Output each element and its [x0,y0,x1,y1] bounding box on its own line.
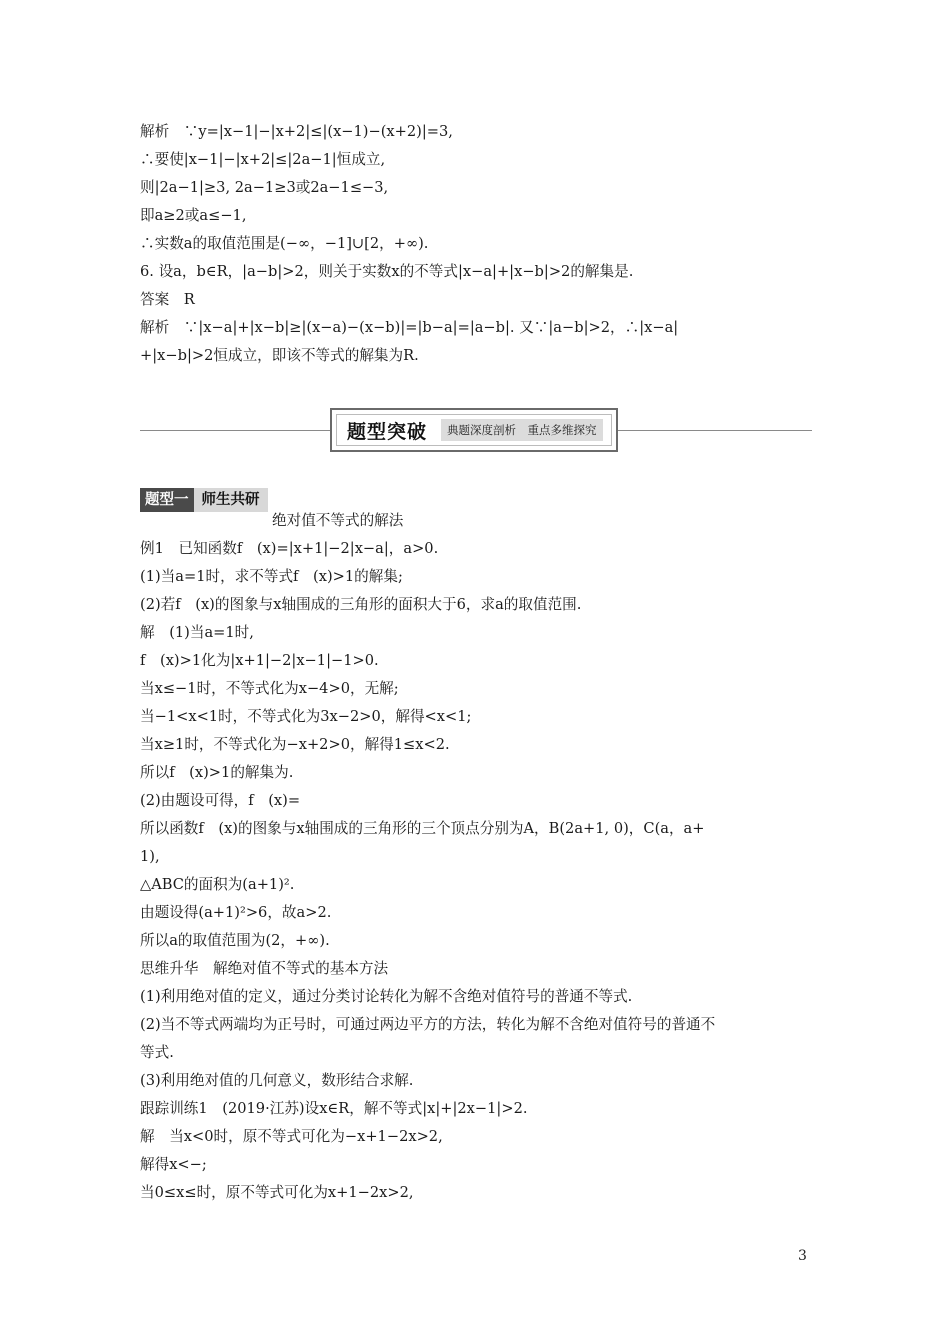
text-line: 则|2a−1|≥3, 2a−1≥3或2a−1≤−3, [140,179,389,196]
banner-title: 题型突破 [347,420,428,443]
text-line: 当x≤−1时，不等式化为x−4>0，无解; [140,680,399,697]
type-label: 题型一 [140,488,194,512]
text-line: 所以函数f (x)的图象与x轴围成的三角形的三个顶点分别为A，B(2a+1, 0)，C(a，a+ [140,820,705,837]
section-banner [140,408,812,454]
page-number: 3 [798,1248,807,1264]
banner-rule-left [140,430,330,431]
text-line: (2)由题设可得，f (x)= [140,792,301,809]
text-line: (2)若f (x)的图象与x轴围成的三角形的面积大于6，求a的取值范围. [140,596,582,613]
banner-subtitle: 典题深度剖析 重点多维探究 [441,419,603,441]
text-line: 1), [140,848,160,865]
text-line: (3)利用绝对值的几何意义，数形结合求解. [140,1072,414,1089]
text-line: 解得x<−; [140,1156,207,1173]
topic-title: 绝对值不等式的解法 [272,512,404,529]
text-line: (2)当不等式两端均为正号时，可通过两边平方的方法，转化为解不含绝对值符号的普通不 [140,1016,716,1033]
text-line: 当0≤x≤时，原不等式可化为x+1−2x>2, [140,1184,414,1201]
practice-1: 跟踪训练1 (2019·江苏)设x∈R，解不等式|x|+|2x−1|>2. [140,1100,528,1117]
top-solution-block [140,118,812,370]
text-line: 所以a的取值范围为(2，+∞). [140,932,330,949]
text-line: △ABC的面积为(a+1)². [140,876,295,893]
type-mode: 师生共研 [194,488,268,512]
text-line: 解析 ∵|x−a|+|x−b|≥|(x−a)−(x−b)|=|b−a|=|a−b|. 又∵|a−b|>2，∴|x−a| [140,319,679,336]
text-line: ∴要使|x−1|−|x+2|≤|2a−1|恒成立, [140,151,386,168]
text-line: 解 (1)当a=1时, [140,624,254,641]
text-line: (1)当a=1时，求不等式f (x)>1的解集; [140,568,403,585]
text-line: 等式. [140,1044,174,1061]
text-line: (1)利用绝对值的定义，通过分类讨论转化为解不含绝对值符号的普通不等式. [140,988,633,1005]
main-body [140,507,812,1207]
example-1: 例1 已知函数f (x)=|x+1|−2|x−a|，a>0. [140,540,439,557]
text-line: 解 当x<0时，原不等式可化为−x+1−2x>2, [140,1128,443,1145]
text-line: 解析 ∵y=|x−1|−|x+2|≤|(x−1)−(x+2)|=3, [140,123,453,140]
banner-box [330,408,618,452]
banner-rule-right [618,430,812,431]
text-line: 当x≥1时，不等式化为−x+2>0，解得1≤x<2. [140,736,450,753]
text-line: 所以f (x)>1的解集为. [140,764,294,781]
text-line: ∴实数a的取值范围是(−∞，−1]∪[2，+∞). [140,235,429,252]
text-line: +|x−b|>2恒成立，即该不等式的解集为R. [140,347,419,364]
text-line: f (x)>1化为|x+1|−2|x−1|−1>0. [140,652,379,669]
text-line: 由题设得(a+1)²>6，故a>2. [140,904,332,921]
question-6: 6. 设a，b∈R，|a−b|>2，则关于实数x的不等式|x−a|+|x−b|>2的解集是. [140,263,634,280]
text-line: 即a≥2或a≤−1, [140,207,247,224]
summary-heading: 思维升华 解绝对值不等式的基本方法 [140,960,389,977]
text-line: 当−1<x<1时，不等式化为3x−2>0，解得<x<1; [140,708,472,725]
answer-label: 答案 R [140,291,195,308]
